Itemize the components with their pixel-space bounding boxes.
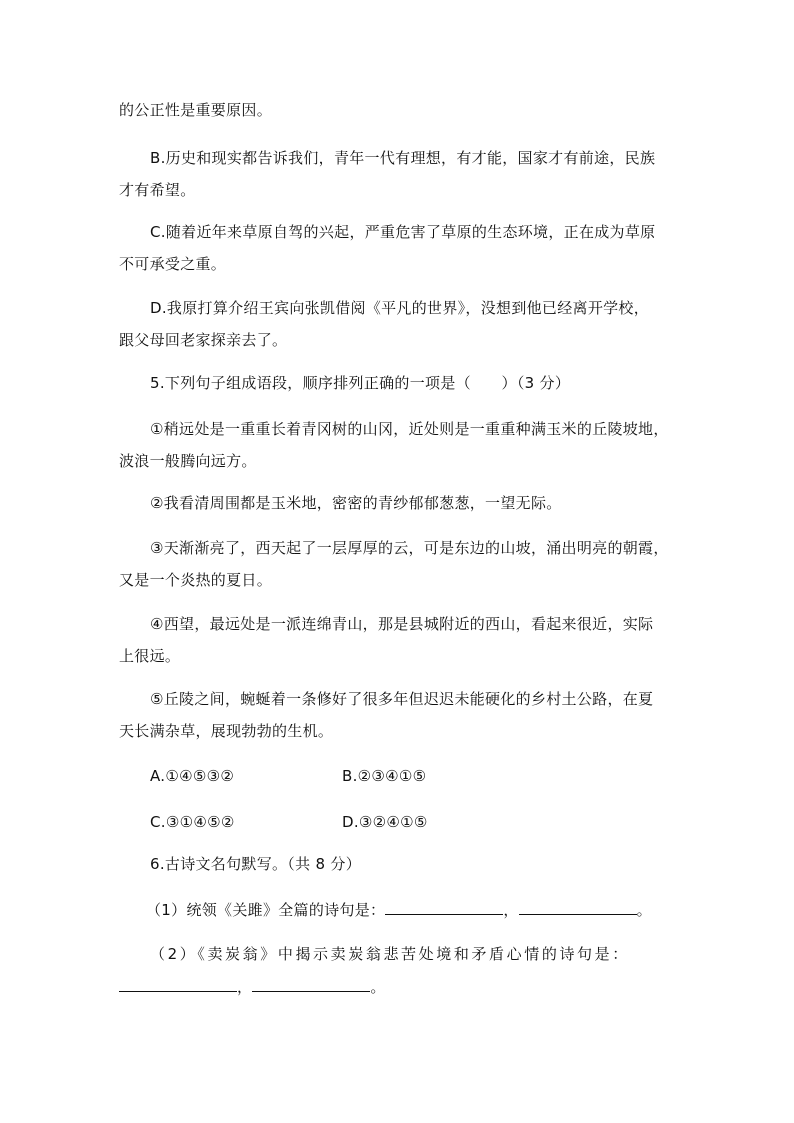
text-line: 又是一个炎热的夏日。: [119, 571, 273, 589]
text-line: 跟父母回老家探亲去了。: [119, 331, 288, 349]
option-d-line: D.我原打算介绍王宾向张凯借阅《平凡的世界》，没想到他已经离开学校，: [150, 299, 650, 317]
punctuation: ，: [503, 901, 519, 919]
punctuation: 。: [636, 901, 652, 919]
question-5-title: 5.下列句子组成语段，顺序排列正确的一项是（ ）（3 分）: [150, 374, 571, 392]
question-6-2: （2）《卖炭翁》中揭示卖炭翁悲苦处境和矛盾心情的诗句是：: [150, 945, 630, 963]
punctuation: ，: [237, 978, 253, 996]
text-line: 才有希望。: [119, 181, 196, 199]
question-6-title: 6.古诗文名句默写。（共 8 分）: [150, 855, 361, 873]
text-line: 上很远。: [119, 647, 181, 665]
answer-option-b: B.②③④①⑤: [342, 767, 427, 785]
answer-option-d: D.③②④①⑤: [342, 813, 428, 831]
answer-option-c: C.③①④⑤②: [150, 813, 235, 831]
answer-blank: [252, 977, 370, 992]
option-b-line: B.历史和现实都告诉我们，青年一代有理想，有才能，国家才有前途，民族: [150, 149, 656, 167]
question-6-1: [146, 900, 652, 920]
text-line: 不可承受之重。: [119, 255, 227, 273]
answer-blank: [385, 900, 503, 915]
text-line: 波浪一般腾向远方。: [119, 452, 257, 470]
answer-blank: [519, 900, 637, 915]
text-line: 的公正性是重要原因。: [119, 101, 273, 119]
question-6-1-text: （1）统领《关雎》全篇的诗句是：: [146, 901, 386, 919]
answer-blank: [119, 977, 237, 992]
sentence-1: ①稍远处是一重重长着青冈树的山冈，近处则是一重重种满玉米的丘陵坡地，: [150, 420, 669, 438]
sentence-5: ⑤丘陵之间，蜿蜒着一条修好了很多年但迟迟未能硬化的乡村土公路，在夏: [150, 690, 654, 708]
sentence-3: ③天渐渐亮了，西天起了一层厚厚的云，可是东边的山坡，涌出明亮的朝霞，: [150, 539, 669, 557]
sentence-2: ②我看清周围都是玉米地，密密的青纱郁郁葱葱，一望无际。: [150, 494, 562, 512]
punctuation: 。: [370, 978, 386, 996]
answer-option-a: A.①④⑤③②: [150, 767, 235, 785]
text-line: 天长满杂草，展现勃勃的生机。: [119, 722, 334, 740]
question-6-2-blanks: [119, 977, 386, 997]
sentence-4: ④西望，最远处是一派连绵青山，那是县城附近的西山，看起来很近，实际: [150, 615, 654, 633]
option-c-line: C.随着近年来草原自驾的兴起，严重危害了草原的生态环境，正在成为草原: [150, 223, 656, 241]
